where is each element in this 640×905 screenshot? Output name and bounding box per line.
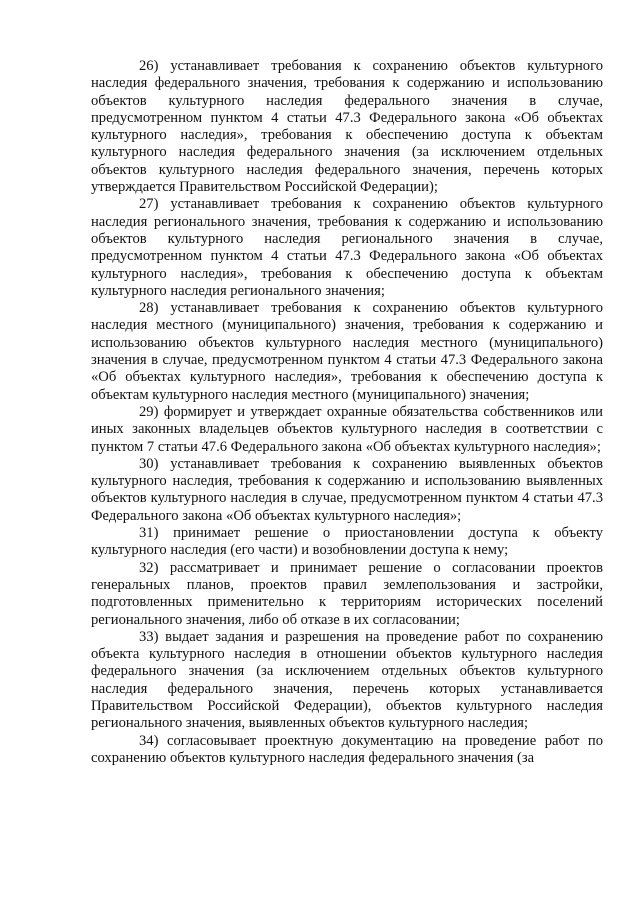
paragraph-item-30: 30) устанавливает требования к сохранению выявленных объектов культурного наследия, требования к содержанию и использованию выявленных объектов культурного наследия в случае, предусмотренном пунктом 4 статьи 47.3 Федерального закона «Об объектах культурного наследия»; (91, 455, 603, 524)
paragraph-item-31: 31) принимает решение о приостановлении доступа к объекту культурного наследия (его части) и возобновлении доступа к нему; (91, 525, 603, 559)
paragraph-item-27: 27) устанавливает требования к сохранению объектов культурного наследия регионального значения, требования к содержанию и использованию объектов культурного наследия регионального значения в случае, предусмотренном пунктом 4 статьи 47.3 Федерального закона «Об объектах культурного наследия», требования к обеспечению доступа к объектам культурного наследия регионального значения; (91, 196, 603, 299)
paragraph-item-33: 33) выдает задания и разрешения на проведение работ по сохранению объекта культурного наследия в отношении объектов культурного наследия федерального значения (за исключением отдельных объектов культурного наследия федерального значения, перечень которых устанавливается Правительством Российской Федерации), объектов культурного наследия регионального значения, выявленных объектов культурного наследия; (91, 628, 603, 732)
document-page (91, 58, 603, 767)
paragraph-item-26: 26) устанавливает требования к сохранению объектов культурного наследия федерального значения, требования к содержанию и использованию объектов культурного наследия федерального значения в случае, предусмотренном пунктом 4 статьи 47.3 Федерального закона «Об объектах культурного наследия», требования к обеспечению доступа к объектам культурного наследия федерального значения (за исключением отдельных объектов культурного наследия федерального значения, перечень которых утверждается Правительством Российской Федерации); (91, 58, 603, 196)
paragraph-item-28: 28) устанавливает требования к сохранению объектов культурного наследия местного (муниципального) значения, требования к содержанию и использованию объектов культурного наследия местного (муниципального) значения в случае, предусмотренном пунктом 4 статьи 47.3 Федерального закона «Об объектах культурного наследия», требования к обеспечению доступа к объектам культурного наследия местного (муниципального) значения; (91, 300, 603, 403)
paragraph-item-29: 29) формирует и утверждает охранные обязательства собственников или иных законных владельцев объектов культурного наследия в соответствии с пунктом 7 статьи 47.6 Федерального закона «Об объектах культурного наследия»; (91, 403, 603, 455)
paragraph-item-32: 32) рассматривает и принимает решение о согласовании проектов генеральных планов, проектов правил землепользования и застройки, подготовленных применительно к территориям исторических поселений регионального значения, либо об отказе в их согласовании; (91, 559, 603, 628)
paragraph-item-34: 34) согласовывает проектную документацию на проведение работ по сохранению объектов культурного наследия федерального значения (за (91, 732, 603, 766)
